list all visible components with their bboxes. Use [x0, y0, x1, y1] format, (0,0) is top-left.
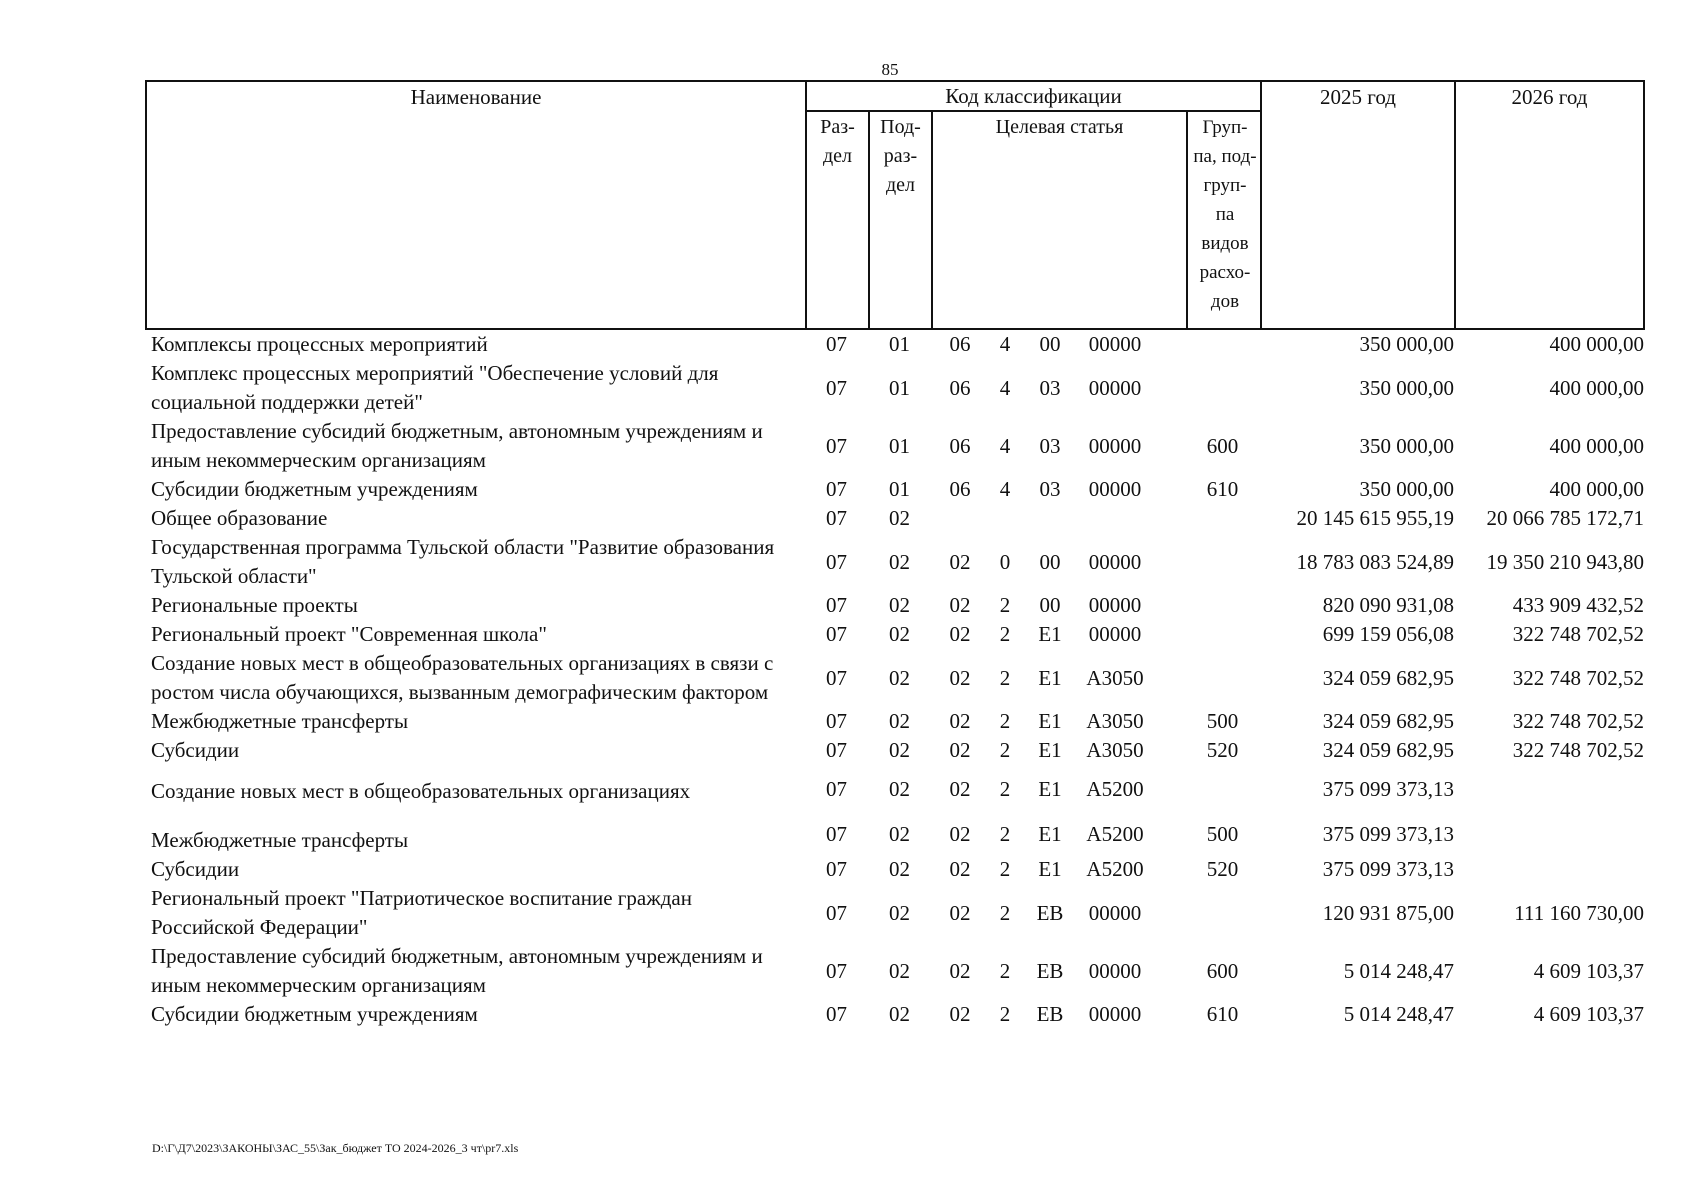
cell-podrazdel: 02 — [889, 593, 910, 617]
cell-year1: 375 099 373,13 — [1322, 857, 1454, 881]
cell-target-main: Е1 — [1038, 822, 1062, 846]
table-row — [145, 814, 1645, 855]
cell-name: Межбюджетные трансферты — [151, 709, 409, 733]
table-row — [145, 330, 1645, 359]
cell-target-direction: 00000 — [1088, 900, 1142, 925]
cell-group — [1185, 884, 1260, 942]
cell-razdel: 07 — [826, 958, 847, 983]
cell-year1: 5 014 248,47 — [1343, 1002, 1454, 1026]
cell-target-type: 2 — [999, 665, 1011, 690]
cell-year2 — [1454, 765, 1648, 814]
cell-target-program: 02 — [949, 709, 971, 733]
cell-target-direction: 00000 — [1088, 332, 1142, 356]
file-path: D:\Г\Д7\2023\ЗАКОНЫ\ЗАС_55\Зак_бюджет ТО 2024-2026_3 чт\pr7.xls — [152, 1141, 519, 1155]
cell-group — [1185, 620, 1260, 649]
cell-target-program: 02 — [949, 777, 971, 801]
cell-razdel: 07 — [826, 665, 847, 690]
cell-target-program: 02 — [949, 665, 971, 690]
cell-razdel: 07 — [826, 738, 847, 762]
cell-target-direction: А5200 — [1086, 777, 1144, 801]
cell-razdel: 07 — [826, 375, 847, 400]
cell-podrazdel: 02 — [889, 1002, 910, 1026]
cell-year2: 400 000,00 — [1549, 477, 1644, 501]
table-row — [145, 649, 1645, 707]
cell-target-type: 4 — [999, 433, 1011, 458]
table-row — [145, 504, 1645, 533]
cell-year2 — [1454, 855, 1648, 884]
cell-target-direction: 00000 — [1088, 375, 1142, 400]
cell-name: Региональные проекты — [151, 593, 358, 617]
cell-target-direction: А3050 — [1086, 665, 1144, 690]
cell-name: Общее образование — [151, 506, 328, 530]
table-row — [145, 533, 1645, 591]
cell-name: Создание новых мест в общеобразовательных организациях в связи с ростом числа обучающихся, вызванным демографическим фактором — [151, 651, 774, 704]
cell-podrazdel: 02 — [889, 857, 910, 881]
cell-target-main: Е1 — [1038, 622, 1062, 646]
header-year2: 2026 год — [1511, 85, 1588, 109]
cell-target-type: 2 — [999, 738, 1011, 762]
cell-group — [1185, 591, 1260, 620]
table-header — [145, 80, 1645, 330]
cell-target-direction: А3050 — [1086, 709, 1144, 733]
cell-year2: 322 748 702,52 — [1512, 622, 1644, 646]
cell-target-program: 02 — [949, 822, 971, 846]
cell-target-main: ЕВ — [1036, 958, 1064, 983]
cell-target-program: 02 — [949, 1002, 971, 1026]
cell-target-main: Е1 — [1038, 709, 1062, 733]
cell-target-type: 2 — [999, 709, 1011, 733]
cell-podrazdel: 02 — [889, 709, 910, 733]
cell-target-program: 02 — [949, 593, 971, 617]
table-row — [145, 417, 1645, 475]
cell-name: Государственная программа Тульской области "Развитие образования Тульской области" — [151, 535, 775, 588]
cell-group: 520 — [1206, 857, 1239, 881]
cell-group — [1185, 504, 1260, 533]
table-row — [145, 765, 1645, 814]
cell-year1: 350 000,00 — [1359, 332, 1454, 356]
table-row — [145, 620, 1645, 649]
cell-name: Субсидии бюджетным учреждениям — [151, 477, 478, 501]
cell-year2: 111 160 730,00 — [1514, 900, 1644, 925]
cell-year1: 350 000,00 — [1359, 375, 1454, 400]
cell-razdel: 07 — [826, 433, 847, 458]
cell-target-program: 02 — [949, 900, 971, 925]
cell-razdel: 07 — [826, 709, 847, 733]
cell-target-type: 2 — [999, 857, 1011, 881]
cell-year2: 400 000,00 — [1549, 332, 1644, 356]
table-row — [145, 884, 1645, 942]
header-group: Груп- па, под- груп- па видов расхо- дов — [1193, 117, 1257, 312]
cell-target-type: 2 — [999, 900, 1011, 925]
cell-target-main: 03 — [1039, 477, 1061, 501]
cell-target-direction: А5200 — [1086, 822, 1144, 846]
cell-podrazdel: 01 — [889, 477, 910, 501]
cell-target-program — [935, 504, 985, 533]
header-year2-cell — [1456, 82, 1643, 328]
cell-target-main: 03 — [1039, 375, 1061, 400]
cell-target-type: 2 — [999, 777, 1011, 801]
table-row — [145, 707, 1645, 736]
cell-group: 520 — [1206, 738, 1239, 762]
cell-year2: 20 066 785 172,71 — [1486, 506, 1644, 530]
cell-razdel: 07 — [826, 549, 847, 574]
cell-razdel: 07 — [826, 900, 847, 925]
cell-name: Субсидии — [151, 857, 240, 881]
cell-target-program: 02 — [949, 857, 971, 881]
header-year1: 2025 год — [1320, 85, 1396, 109]
cell-podrazdel: 02 — [889, 822, 910, 846]
cell-name: Субсидии бюджетным учреждениям — [151, 1002, 478, 1026]
cell-target-main: 00 — [1039, 593, 1061, 617]
cell-target-main: 00 — [1039, 332, 1061, 356]
cell-razdel: 07 — [826, 822, 847, 846]
cell-podrazdel: 02 — [889, 622, 910, 646]
cell-target-type — [985, 504, 1025, 533]
cell-razdel: 07 — [826, 593, 847, 617]
cell-group — [1185, 765, 1260, 814]
header-name: Наименование — [410, 85, 542, 109]
cell-podrazdel: 01 — [889, 433, 910, 458]
cell-podrazdel: 02 — [889, 777, 910, 801]
page-number: 85 — [881, 60, 899, 79]
cell-target-program: 06 — [949, 332, 971, 356]
cell-target-direction: А3050 — [1086, 738, 1144, 762]
table-row — [145, 591, 1645, 620]
table-row — [145, 736, 1645, 765]
cell-podrazdel: 02 — [889, 665, 910, 690]
cell-year2 — [1454, 814, 1648, 855]
cell-name: Создание новых мест в общеобразовательных организациях — [151, 779, 691, 803]
table-row — [145, 359, 1645, 417]
cell-target-main: 00 — [1039, 549, 1061, 574]
cell-year2: 322 748 702,52 — [1512, 738, 1644, 762]
cell-target-direction: 00000 — [1088, 549, 1142, 574]
cell-year1: 5 014 248,47 — [1343, 958, 1454, 983]
cell-year2: 322 748 702,52 — [1512, 709, 1644, 733]
cell-podrazdel: 01 — [889, 332, 910, 356]
cell-group: 600 — [1206, 433, 1239, 458]
cell-target-direction: 00000 — [1088, 477, 1142, 501]
cell-razdel: 07 — [826, 777, 847, 801]
cell-target-type: 4 — [999, 477, 1011, 501]
cell-razdel: 07 — [826, 506, 847, 530]
cell-year1: 375 099 373,13 — [1322, 777, 1454, 801]
cell-target-program: 06 — [949, 433, 971, 458]
cell-year1: 20 145 615 955,19 — [1296, 506, 1454, 530]
cell-year1: 375 099 373,13 — [1322, 822, 1454, 846]
cell-target-direction — [1075, 504, 1155, 533]
cell-name: Комплексы процессных мероприятий — [151, 332, 488, 356]
cell-year2: 322 748 702,52 — [1512, 665, 1644, 690]
cell-podrazdel: 02 — [889, 549, 910, 574]
cell-group — [1185, 533, 1260, 591]
cell-podrazdel: 02 — [889, 958, 910, 983]
cell-podrazdel: 01 — [889, 375, 910, 400]
cell-year2: 433 909 432,52 — [1512, 593, 1644, 617]
cell-year1: 324 059 682,95 — [1322, 709, 1454, 733]
cell-group — [1185, 649, 1260, 707]
cell-razdel: 07 — [826, 857, 847, 881]
cell-group: 600 — [1206, 958, 1239, 983]
cell-name: Комплекс процессных мероприятий "Обеспечение условий для социальной поддержки детей" — [151, 361, 719, 414]
cell-year2: 19 350 210 943,80 — [1486, 549, 1644, 574]
cell-year2: 400 000,00 — [1549, 375, 1644, 400]
table-row — [145, 475, 1645, 504]
header-year1-cell — [1262, 82, 1456, 328]
cell-podrazdel: 02 — [889, 900, 910, 925]
cell-group: 610 — [1206, 477, 1239, 501]
cell-year2: 4 609 103,37 — [1533, 1002, 1644, 1026]
cell-name: Предоставление субсидий бюджетным, автономным учреждениям и иным некоммерческим организациям — [151, 944, 763, 997]
cell-name: Региональный проект "Современная школа" — [151, 622, 547, 646]
cell-year1: 350 000,00 — [1359, 477, 1454, 501]
cell-target-program: 02 — [949, 738, 971, 762]
cell-target-type: 2 — [999, 622, 1011, 646]
cell-target-direction: 00000 — [1088, 958, 1142, 983]
cell-name: Предоставление субсидий бюджетным, автономным учреждениям и иным некоммерческим организациям — [151, 419, 763, 472]
cell-year2: 4 609 103,37 — [1533, 958, 1644, 983]
cell-year1: 699 159 056,08 — [1322, 622, 1454, 646]
cell-target-type: 4 — [999, 375, 1011, 400]
header-podrazdel: Под- раз- дел — [870, 112, 933, 328]
cell-group — [1185, 330, 1260, 359]
header-code-title: Код классификации — [807, 82, 1260, 112]
cell-target-direction: 00000 — [1088, 1002, 1142, 1026]
cell-group: 500 — [1206, 709, 1239, 733]
cell-year1: 350 000,00 — [1359, 433, 1454, 458]
header-code-group — [807, 82, 1262, 328]
header-razdel: Раз- дел — [807, 112, 870, 328]
cell-razdel: 07 — [826, 477, 847, 501]
cell-year1: 18 783 083 524,89 — [1296, 549, 1454, 574]
cell-target-direction: 00000 — [1088, 593, 1142, 617]
cell-razdel: 07 — [826, 1002, 847, 1026]
cell-name: Региональный проект "Патриотическое воспитание граждан Российской Федерации" — [151, 886, 692, 939]
cell-group: 500 — [1206, 822, 1239, 846]
cell-target-main: ЕВ — [1036, 900, 1064, 925]
table-body — [145, 330, 1645, 1029]
cell-target-type: 2 — [999, 822, 1011, 846]
cell-name: Субсидии — [151, 738, 240, 762]
cell-target-program: 02 — [949, 958, 971, 983]
cell-target-direction: 00000 — [1088, 433, 1142, 458]
header-name-cell — [147, 82, 807, 328]
cell-target-main: 03 — [1039, 433, 1061, 458]
cell-target-type: 0 — [999, 549, 1011, 574]
cell-target-type: 4 — [999, 332, 1011, 356]
cell-target-main: Е1 — [1038, 777, 1062, 801]
cell-target-program: 02 — [949, 622, 971, 646]
cell-target-type: 2 — [999, 958, 1011, 983]
cell-target-type: 2 — [999, 593, 1011, 617]
cell-year1: 324 059 682,95 — [1322, 665, 1454, 690]
cell-target-main: Е1 — [1038, 665, 1062, 690]
cell-target-main: Е1 — [1038, 857, 1062, 881]
cell-year1: 120 931 875,00 — [1322, 900, 1454, 925]
cell-target-program: 02 — [949, 549, 971, 574]
cell-target-direction: А5200 — [1086, 857, 1144, 881]
cell-name: Межбюджетные трансферты — [151, 828, 409, 852]
cell-podrazdel: 02 — [889, 738, 910, 762]
cell-razdel: 07 — [826, 622, 847, 646]
table-row — [145, 942, 1645, 1000]
cell-target-type: 2 — [999, 1002, 1011, 1026]
cell-year1: 820 090 931,08 — [1322, 593, 1454, 617]
cell-year2: 400 000,00 — [1549, 433, 1644, 458]
cell-group — [1185, 359, 1260, 417]
cell-razdel: 07 — [826, 332, 847, 356]
table-row — [145, 855, 1645, 884]
cell-target-direction: 00000 — [1088, 622, 1142, 646]
cell-group: 610 — [1206, 1002, 1239, 1026]
table-row — [145, 1000, 1645, 1029]
cell-podrazdel: 02 — [889, 506, 910, 530]
cell-target-program: 06 — [949, 375, 971, 400]
cell-target-main: Е1 — [1038, 738, 1062, 762]
cell-target-program: 06 — [949, 477, 971, 501]
cell-year1: 324 059 682,95 — [1322, 738, 1454, 762]
header-target: Целевая статья — [933, 112, 1188, 328]
budget-table — [145, 80, 1645, 1029]
cell-target-main: ЕВ — [1036, 1002, 1064, 1026]
cell-target-main — [1025, 504, 1075, 533]
